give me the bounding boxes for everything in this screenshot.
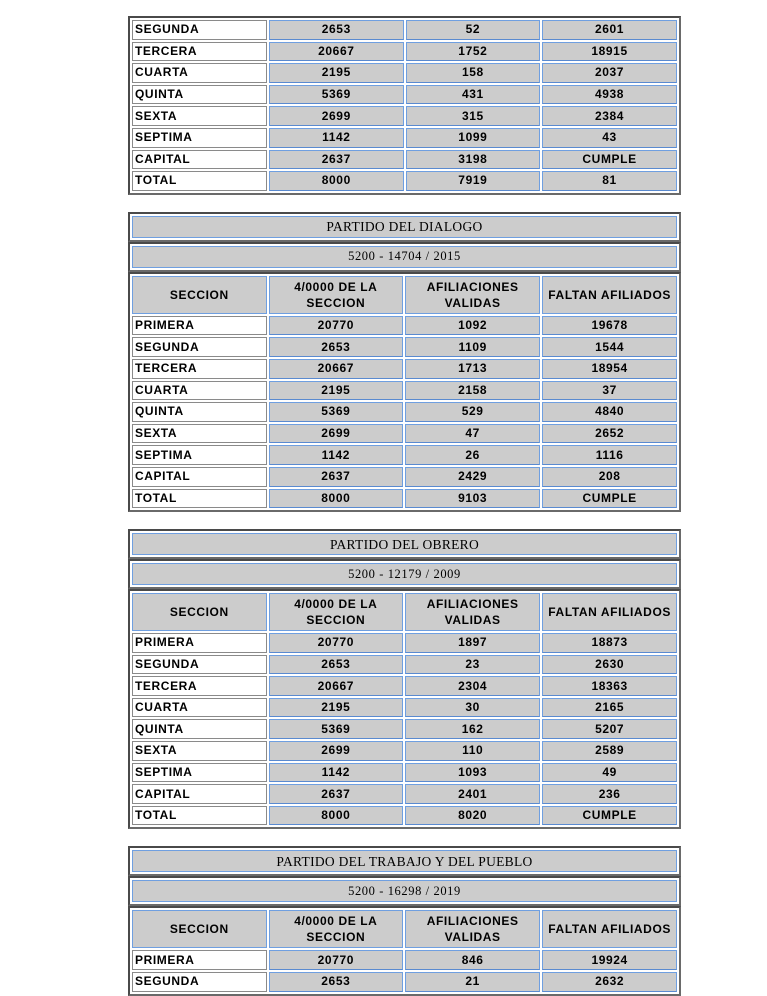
table-row [132, 128, 677, 148]
value-cell: 5207 [542, 719, 677, 739]
value-cell: 9103 [405, 489, 540, 509]
value-cell: 23 [405, 655, 540, 675]
value-cell: 20667 [269, 359, 403, 379]
value-cell: 1544 [542, 337, 677, 357]
data-table [128, 589, 681, 829]
section-name-cell: SEGUNDA [132, 20, 267, 40]
section-name-cell: PRIMERA [132, 316, 267, 336]
value-cell: 2195 [269, 698, 403, 718]
value-cell: 5369 [269, 402, 403, 422]
party-title: PARTIDO DEL TRABAJO Y DEL PUEBLO [132, 850, 677, 872]
table-row [132, 467, 677, 487]
data-table [128, 906, 681, 995]
value-cell: 18363 [542, 676, 677, 696]
section-name-cell: SEGUNDA [132, 972, 267, 992]
table-row [132, 150, 677, 170]
section-gap [128, 195, 681, 212]
table-row [132, 972, 677, 992]
section-name-cell: SEGUNDA [132, 655, 267, 675]
section-name-cell: SEXTA [132, 741, 267, 761]
header-row [132, 276, 677, 314]
section-gap [128, 512, 681, 529]
section-2 [128, 529, 681, 829]
column-header-faltan-afiliados: FALTAN AFILIADOS [542, 593, 677, 631]
section-name-cell: PRIMERA [132, 633, 267, 653]
value-cell: 21 [405, 972, 540, 992]
party-title: PARTIDO DEL DIALOGO [132, 216, 677, 238]
value-cell: 2037 [542, 63, 677, 83]
table-row [132, 655, 677, 675]
value-cell: 8000 [269, 489, 403, 509]
value-cell: 49 [542, 763, 677, 783]
value-cell: 1897 [405, 633, 540, 653]
column-header-seccion: SECCION [132, 910, 267, 948]
table-row [132, 381, 677, 401]
party-title-table [128, 212, 681, 242]
section-name-cell: SEPTIMA [132, 763, 267, 783]
table-row [132, 445, 677, 465]
table-row [132, 337, 677, 357]
value-cell: 18873 [542, 633, 677, 653]
value-cell: 1752 [406, 42, 540, 62]
section-name-cell: TOTAL [132, 489, 267, 509]
party-subtitle-table [128, 876, 681, 906]
table-row [132, 950, 677, 970]
value-cell: 1142 [269, 128, 404, 148]
section-gap [128, 829, 681, 846]
section-name-cell: SEPTIMA [132, 445, 267, 465]
value-cell: 20770 [269, 633, 403, 653]
value-cell: 2699 [269, 106, 404, 126]
value-cell: 2601 [542, 20, 677, 40]
value-cell: 2637 [269, 467, 403, 487]
table-row [132, 42, 677, 62]
value-cell: 846 [405, 950, 540, 970]
party-title-table [128, 846, 681, 876]
column-header-afiliaciones-validas: AFILIACIONES VALIDAS [405, 910, 540, 948]
value-cell: 1713 [405, 359, 540, 379]
value-cell: 1099 [406, 128, 540, 148]
table-row [132, 63, 677, 83]
value-cell: 26 [405, 445, 540, 465]
value-cell: 1092 [405, 316, 540, 336]
column-header-4-0000-de-la-seccion: 4/0000 DE LA SECCION [269, 276, 403, 314]
value-cell: 2699 [269, 424, 403, 444]
value-cell: 2637 [269, 784, 403, 804]
value-cell: 18954 [542, 359, 677, 379]
value-cell: 431 [406, 85, 540, 105]
table-row [132, 763, 677, 783]
value-cell: CUMPLE [542, 806, 677, 826]
value-cell: 1109 [405, 337, 540, 357]
value-cell: 19924 [542, 950, 677, 970]
column-header-seccion: SECCION [132, 593, 267, 631]
column-header-seccion: SECCION [132, 276, 267, 314]
table-row [132, 359, 677, 379]
column-header-4-0000-de-la-seccion: 4/0000 DE LA SECCION [269, 593, 403, 631]
value-cell: 8000 [269, 806, 403, 826]
value-cell: CUMPLE [542, 489, 677, 509]
value-cell: 315 [406, 106, 540, 126]
table-row [132, 316, 677, 336]
party-subtitle-table [128, 242, 681, 272]
value-cell: 158 [406, 63, 540, 83]
value-cell: 4938 [542, 85, 677, 105]
table-row [132, 741, 677, 761]
value-cell: 2637 [269, 150, 404, 170]
section-0 [128, 16, 681, 195]
value-cell: 208 [542, 467, 677, 487]
value-cell: 1142 [269, 763, 403, 783]
section-name-cell: SEGUNDA [132, 337, 267, 357]
column-header-faltan-afiliados: FALTAN AFILIADOS [542, 276, 677, 314]
party-registration: 5200 - 14704 / 2015 [132, 246, 677, 268]
table-row [132, 85, 677, 105]
section-name-cell: SEPTIMA [132, 128, 267, 148]
section-name-cell: TERCERA [132, 42, 267, 62]
section-name-cell: TERCERA [132, 359, 267, 379]
section-name-cell: PRIMERA [132, 950, 267, 970]
section-name-cell: QUINTA [132, 85, 267, 105]
value-cell: 2652 [542, 424, 677, 444]
value-cell: 4840 [542, 402, 677, 422]
value-cell: 43 [542, 128, 677, 148]
data-table [128, 272, 681, 512]
value-cell: 7919 [406, 171, 540, 191]
value-cell: 1142 [269, 445, 403, 465]
section-name-cell: CUARTA [132, 381, 267, 401]
data-table [128, 16, 681, 195]
table-row [132, 719, 677, 739]
value-cell: 3198 [406, 150, 540, 170]
header-row [132, 910, 677, 948]
section-name-cell: TOTAL [132, 171, 267, 191]
value-cell: 2158 [405, 381, 540, 401]
section-name-cell: TOTAL [132, 806, 267, 826]
value-cell: 236 [542, 784, 677, 804]
value-cell: 2630 [542, 655, 677, 675]
value-cell: 30 [405, 698, 540, 718]
value-cell: 2429 [405, 467, 540, 487]
section-name-cell: QUINTA [132, 402, 267, 422]
value-cell: 110 [405, 741, 540, 761]
table-row [132, 676, 677, 696]
table-row [132, 171, 677, 191]
affiliation-tables [128, 16, 681, 996]
value-cell: 2653 [269, 20, 404, 40]
table-row [132, 806, 677, 826]
column-header-faltan-afiliados: FALTAN AFILIADOS [542, 910, 677, 948]
table-row [132, 698, 677, 718]
section-name-cell: TERCERA [132, 676, 267, 696]
table-row [132, 489, 677, 509]
value-cell: 529 [405, 402, 540, 422]
value-cell: 2653 [269, 655, 403, 675]
table-row [132, 784, 677, 804]
value-cell: 2653 [269, 972, 403, 992]
section-name-cell: CAPITAL [132, 467, 267, 487]
header-row [132, 593, 677, 631]
value-cell: CUMPLE [542, 150, 677, 170]
value-cell: 19678 [542, 316, 677, 336]
value-cell: 8000 [269, 171, 404, 191]
section-name-cell: SEXTA [132, 106, 267, 126]
section-name-cell: CUARTA [132, 63, 267, 83]
value-cell: 18915 [542, 42, 677, 62]
value-cell: 2195 [269, 63, 404, 83]
party-registration: 5200 - 16298 / 2019 [132, 880, 677, 902]
value-cell: 8020 [405, 806, 540, 826]
party-title-table [128, 529, 681, 559]
value-cell: 5369 [269, 719, 403, 739]
section-3 [128, 846, 681, 995]
value-cell: 52 [406, 20, 540, 40]
value-cell: 20770 [269, 316, 403, 336]
value-cell: 1116 [542, 445, 677, 465]
value-cell: 2165 [542, 698, 677, 718]
section-name-cell: SEXTA [132, 424, 267, 444]
table-row [132, 424, 677, 444]
section-name-cell: CUARTA [132, 698, 267, 718]
section-name-cell: QUINTA [132, 719, 267, 739]
value-cell: 1093 [405, 763, 540, 783]
table-row [132, 402, 677, 422]
value-cell: 2653 [269, 337, 403, 357]
table-row [132, 106, 677, 126]
column-header-afiliaciones-validas: AFILIACIONES VALIDAS [405, 276, 540, 314]
value-cell: 2699 [269, 741, 403, 761]
value-cell: 20667 [269, 42, 404, 62]
value-cell: 47 [405, 424, 540, 444]
column-header-4-0000-de-la-seccion: 4/0000 DE LA SECCION [269, 910, 403, 948]
section-name-cell: CAPITAL [132, 150, 267, 170]
value-cell: 37 [542, 381, 677, 401]
section-name-cell: CAPITAL [132, 784, 267, 804]
party-title: PARTIDO DEL OBRERO [132, 533, 677, 555]
value-cell: 81 [542, 171, 677, 191]
party-subtitle-table [128, 559, 681, 589]
party-registration: 5200 - 12179 / 2009 [132, 563, 677, 585]
value-cell: 2589 [542, 741, 677, 761]
value-cell: 20667 [269, 676, 403, 696]
value-cell: 20770 [269, 950, 403, 970]
table-row [132, 20, 677, 40]
value-cell: 162 [405, 719, 540, 739]
value-cell: 2195 [269, 381, 403, 401]
column-header-afiliaciones-validas: AFILIACIONES VALIDAS [405, 593, 540, 631]
value-cell: 2632 [542, 972, 677, 992]
value-cell: 2384 [542, 106, 677, 126]
value-cell: 2401 [405, 784, 540, 804]
value-cell: 2304 [405, 676, 540, 696]
section-1 [128, 212, 681, 512]
table-row [132, 633, 677, 653]
value-cell: 5369 [269, 85, 404, 105]
